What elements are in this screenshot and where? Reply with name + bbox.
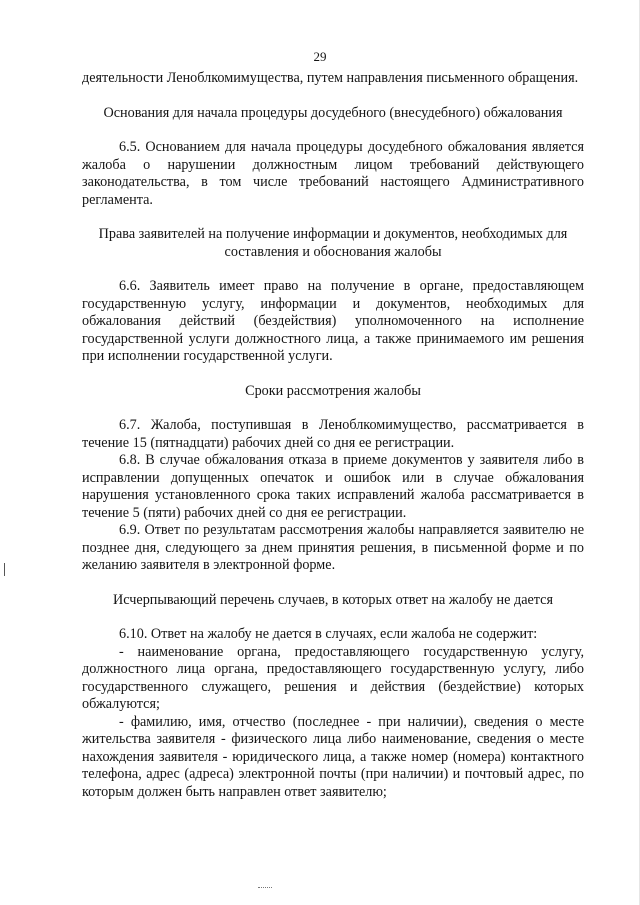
paragraph-gap (82, 609, 584, 626)
page-number: 29 (313, 49, 327, 64)
paragraph-gap (82, 575, 584, 592)
paragraph: - фамилию, имя, отчество (последнее - при наличии), сведения о месте жительства заявителя - физического лица либо наименование, сведения о месте нахождения заявителя - юридического лица, а также номер (номера) контактного телефона, адрес (адреса) электронной почты (при наличии) и почтовый адрес, по которым должен быть направлен ответ заявителю; (82, 713, 584, 800)
paragraph: 6.9. Ответ по результатам рассмотрения жалобы направляется заявителю не позднее дня, следующего за днем принятия решения, в письменной форме и по желанию заявителя в электронной форме. (82, 522, 584, 573)
paragraph-gap (82, 209, 584, 226)
paragraph: 6.8. В случае обжалования отказа в приеме документов у заявителя либо в исправлении допущенных опечаток и ошибок или в случае обжалования нарушения установленного срока таких исправлений жалоба рассматривается в течение 5 (пяти) рабочих дней со дня ее регистрации. (82, 452, 584, 521)
paragraph-gap (82, 261, 584, 278)
scan-margin-mark (4, 563, 5, 576)
paragraph: - наименование органа, предоставляющего государственную услугу, должностного лица органа, предоставляющего государственную услугу, либо государственного служащего, решения и действия (бездействие) которых обжалуются; (82, 643, 584, 712)
paragraph-gap (82, 366, 584, 383)
section-heading: Сроки рассмотрения жалобы (245, 382, 421, 399)
document-body (82, 70, 584, 801)
paragraph: 6.10. Ответ на жалобу не дается в случаях, если жалоба не содержит: (119, 626, 538, 642)
paragraph: 6.7. Жалоба, поступившая в Леноблкомимущество, рассматривается в течение 15 (пятнадцати) рабочих дней со дня ее регистрации. (82, 417, 584, 451)
paragraph: 6.6. Заявитель имеет право на получение в органе, предоставляющем государственную услугу, информации и документов, необходимых для обжалования действий (бездействия) уполномоченного на исполнение государственной услуги должностного лица, а также принимаемого им решения при исполнении государственной услуги. (82, 278, 584, 364)
paragraph-gap (82, 122, 584, 139)
section-heading: Исчерпывающий перечень случаев, в которых ответ на жалобу не дается (113, 591, 553, 608)
section-heading: Права заявителей на получение информации и документов, необходимых для составления и обоснования жалобы (98, 226, 568, 260)
paragraph: деятельности Леноблкомимущества, путем направления письменного обращения. (82, 70, 579, 86)
paragraph-gap (82, 88, 584, 105)
paragraph: 6.5. Основанием для начала процедуры досудебного обжалования является жалоба о нарушении должностным лицом требований действующего законодательства, в том числе требований настоящего Административного регламента. (82, 139, 584, 208)
section-heading: Основания для начала процедуры досудебного (внесудебного) обжалования (103, 104, 563, 121)
paragraph-gap (82, 400, 584, 417)
scan-bottom-mark (258, 887, 272, 890)
